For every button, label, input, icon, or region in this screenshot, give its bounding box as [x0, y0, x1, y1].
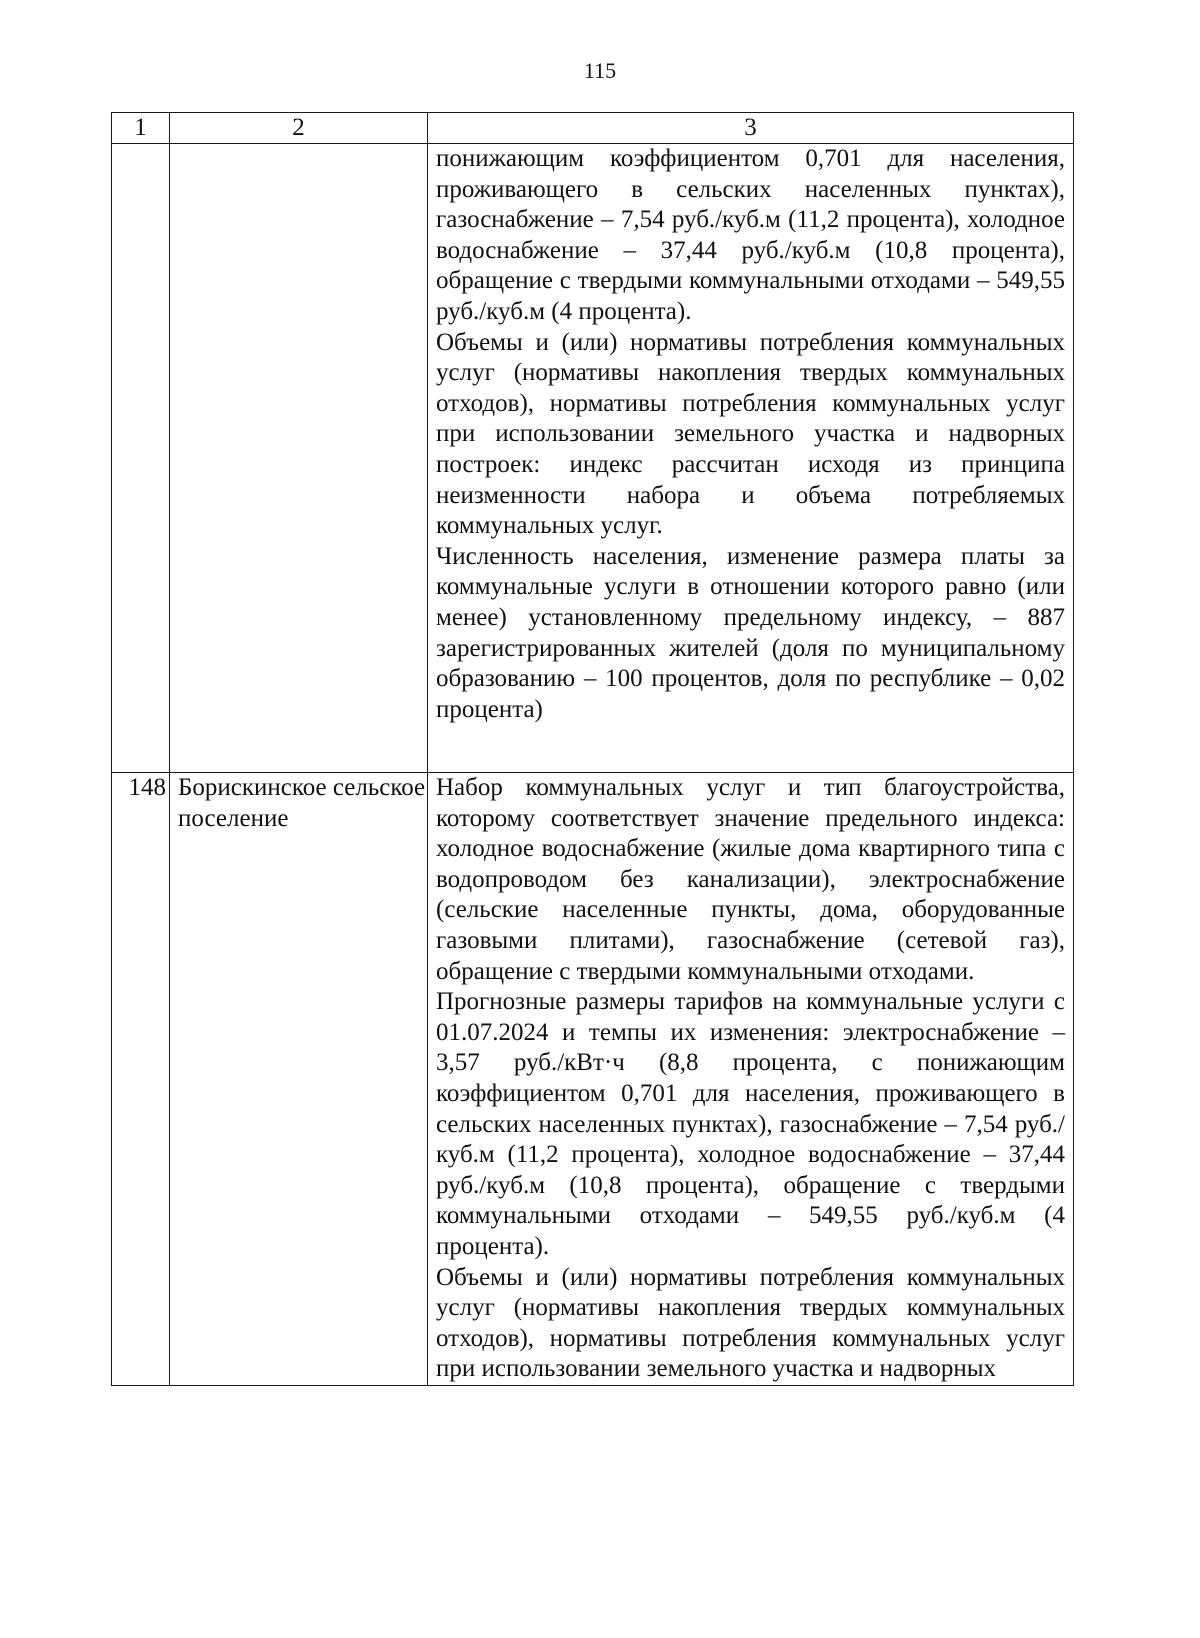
paragraph: Численность населения, изменение размера платы за коммунальные услуги в отношении которого равно (или менее) установленному предельному индексу, – 887 зарегистрированных жителей (доля по муниципальному образованию – 100 процентов, доля по республике – 0,02 процента): [436, 542, 1065, 723]
row-number-cell: 148: [112, 773, 170, 1386]
table-header-row: [112, 113, 1074, 144]
tariff-table: [111, 112, 1074, 1386]
settlement-name-cell: Борискинское сельское поселение: [170, 773, 428, 1386]
paragraph: Набор коммунальных услуг и тип благоустройства, которому соответствует значение предельного индекса: холодное водоснабжение (жилые дома квартирного типа с водопроводом без канализации), электроснабжение (сельские населенные пункты, дома, оборудованные газовыми плитами), газоснабжение (сетевой газ), обращение с твердыми коммунальными отходами.: [436, 774, 1065, 985]
settlement-name-cell: [170, 144, 428, 773]
paragraph: Прогнозные размеры тарифов на коммунальные услуги с 01.07.2024 и темпы их изменения: электроснабжение – 3,57 руб./кВт·ч (8,8 процента, с понижающим коэффициентом 0,701 для населения, проживающего в сельских населенных пунктах), газоснабжение – 7,54 руб./куб.м (11,2 процента), холодное водоснабжение – 37,44 руб./куб.м (10,8 процента), обращение с твердыми коммунальными отходами – 549,55 руб./куб.м (4 процента).: [436, 988, 1065, 1260]
table-row: [112, 773, 1074, 1386]
description-cell: [428, 144, 1074, 773]
header-col-2: 2: [170, 113, 428, 144]
header-col-1: 1: [112, 113, 170, 144]
header-col-3: 3: [428, 113, 1074, 144]
description-cell: [428, 773, 1074, 1386]
table-row: [112, 144, 1074, 773]
paragraph: понижающим коэффициентом 0,701 для населения, проживающего в сельских населенных пунктах), газоснабжение – 7,54 руб./куб.м (11,2 процента), холодное водоснабжение – 37,44 руб./куб.м (10,8 процента), обращение с твердыми коммунальными отходами – 549,55 руб./куб.м (4 процента).: [436, 145, 1065, 325]
page-number: 115: [583, 58, 617, 83]
paragraph: Объемы и (или) нормативы потребления коммунальных услуг (нормативы накопления твердых коммунальных отходов), нормативы потребления коммунальных услуг при использовании земельного участка и надворных построек: индекс рассчитан исходя из принципа неизменности набора и объема потребляемых коммунальных услуг.: [436, 328, 1065, 540]
row-number-cell: [112, 144, 170, 773]
paragraph: Объемы и (или) нормативы потребления коммунальных услуг (нормативы накопления твердых коммунальных отходов), нормативы потребления коммунальных услуг при использовании земельного участка и надворных: [436, 1263, 1065, 1383]
